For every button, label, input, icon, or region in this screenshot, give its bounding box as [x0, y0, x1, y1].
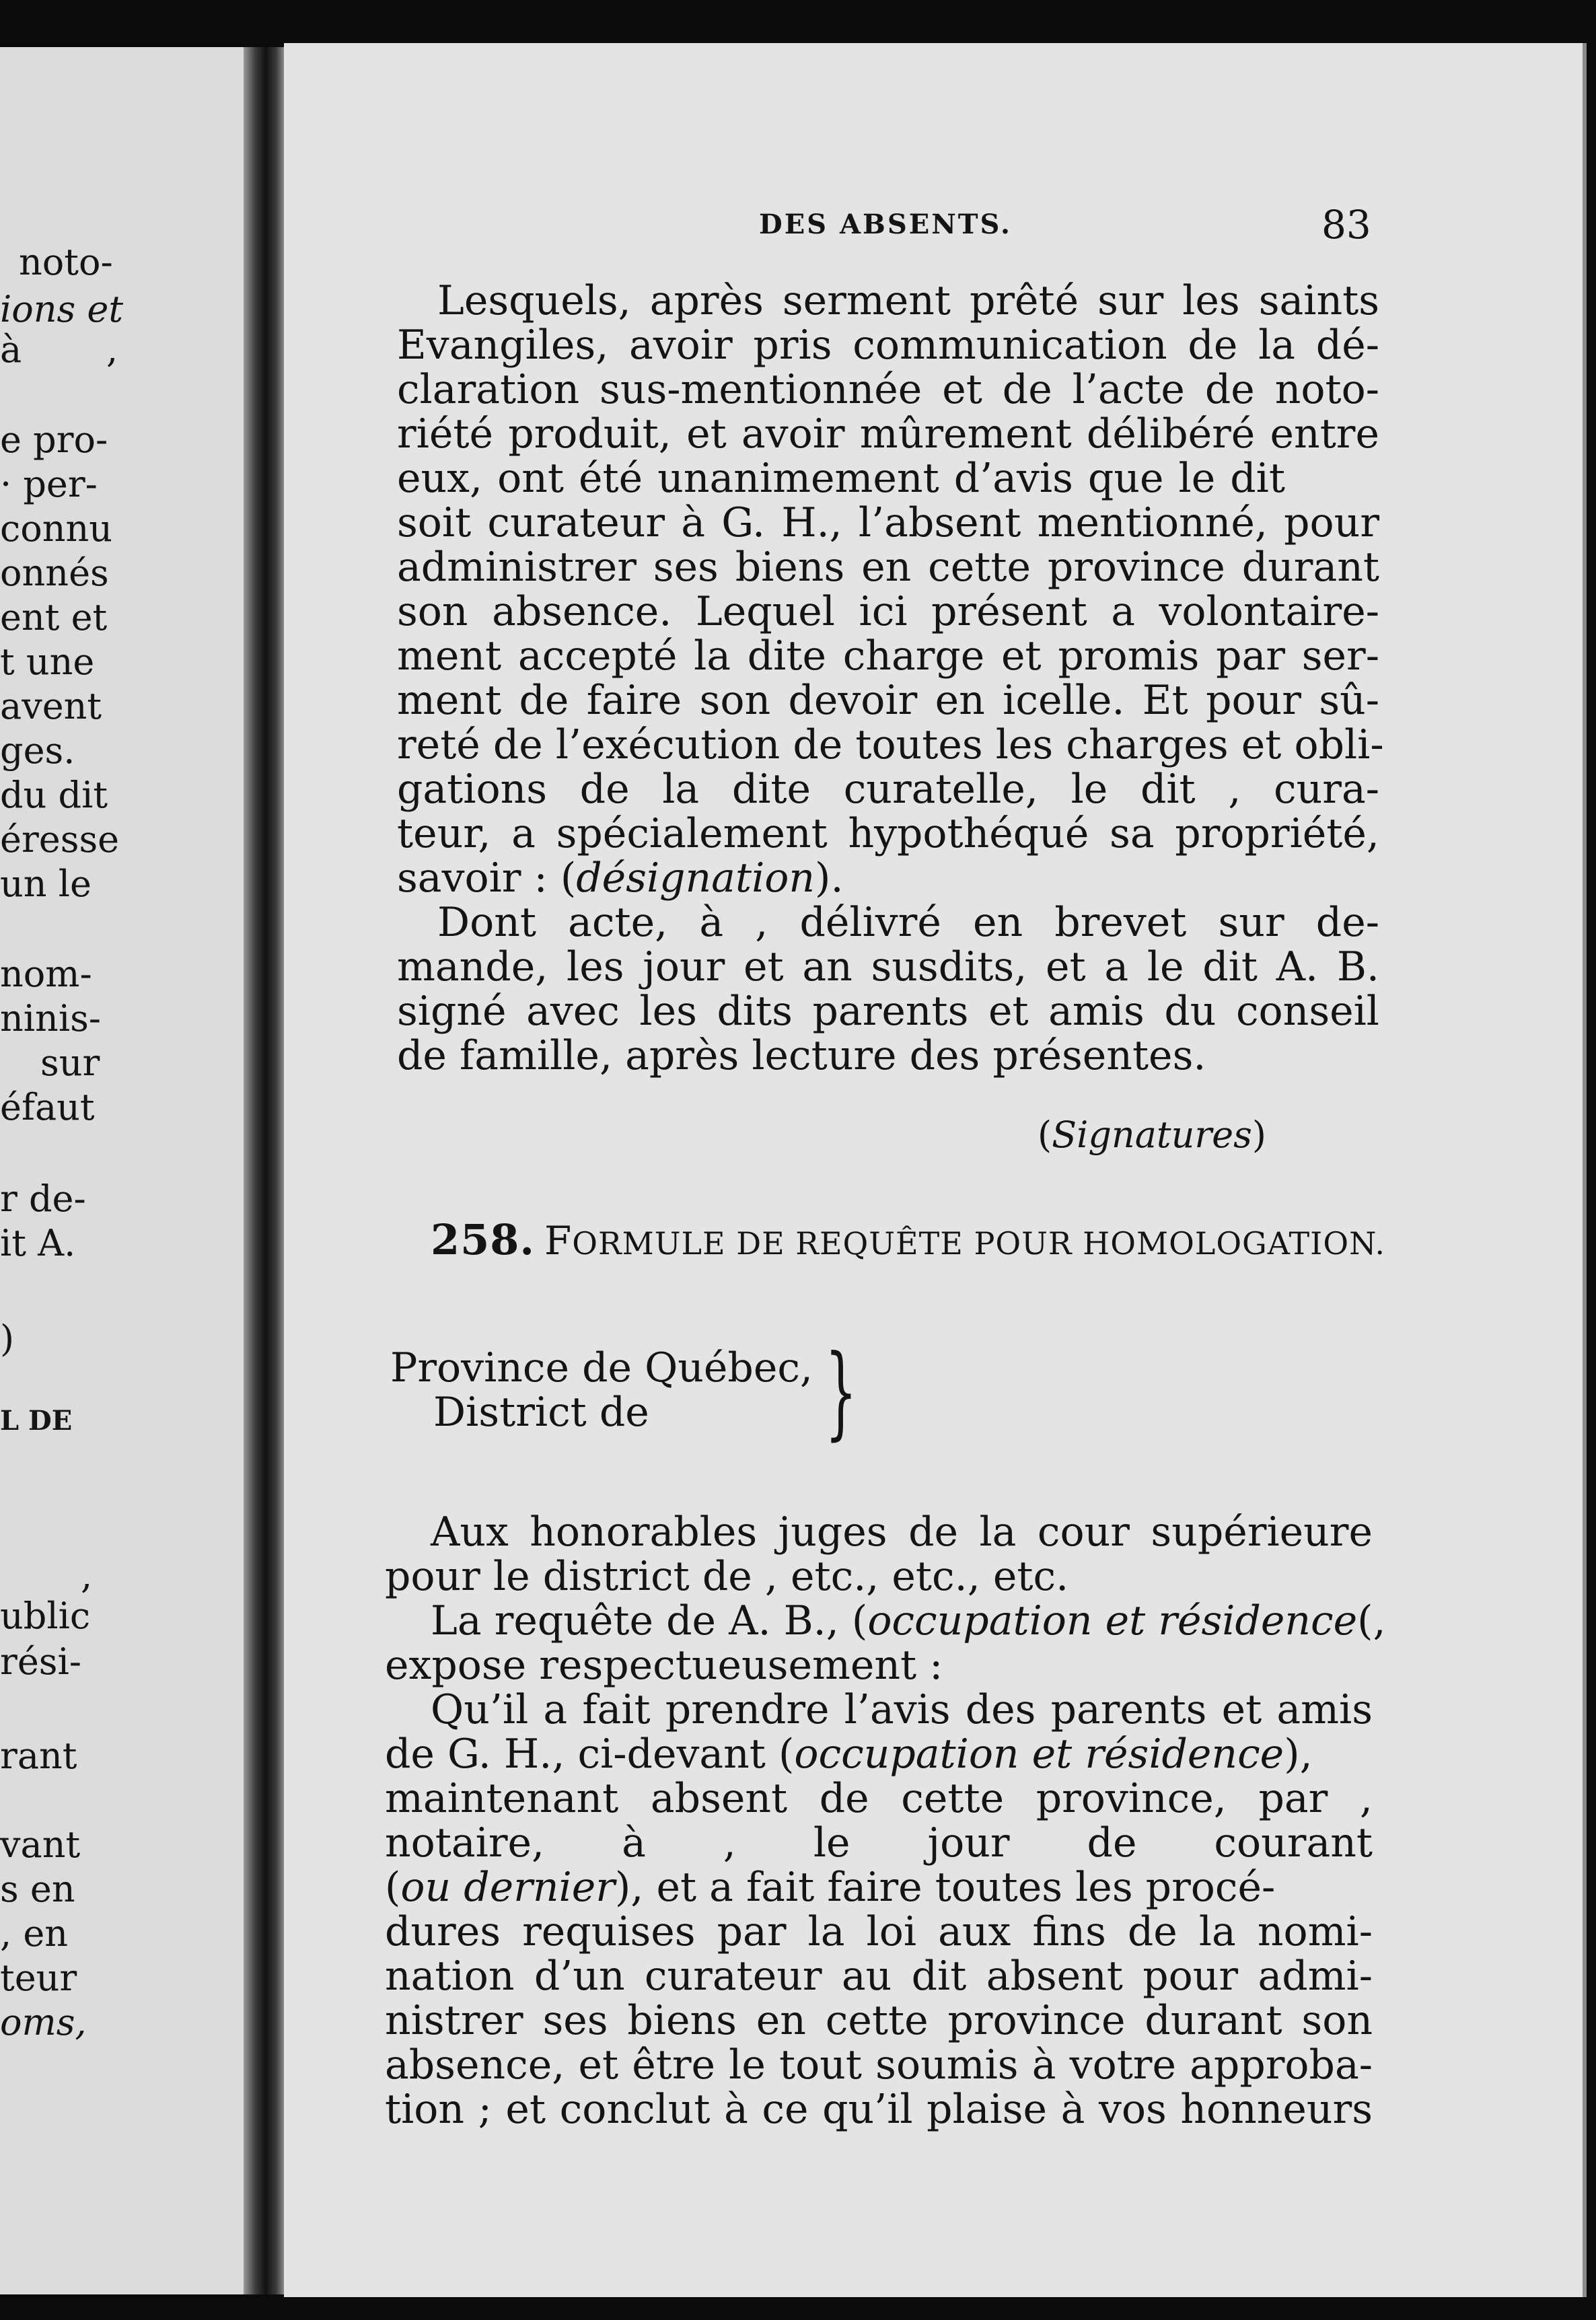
text-line: claration sus-mentionnée et de l’acte de noto-	[397, 366, 1379, 413]
text-run: )	[1252, 1114, 1266, 1156]
left-fragment: teur	[0, 1957, 77, 1999]
left-fragment: ions et	[0, 288, 124, 330]
text-run: La requête de A. B., (	[431, 1597, 868, 1644]
left-fragment: noto-	[19, 241, 113, 283]
text-line: Lesquels, après serment prêté sur les saints	[437, 277, 1379, 324]
left-fragment: it A.	[0, 1222, 76, 1264]
left-fragment: ,	[81, 1554, 93, 1597]
text-line: dures requises par la loi aux fins de la nomi-	[385, 1908, 1373, 1955]
left-fragment: t une	[0, 641, 95, 683]
text-line: Aux honorables juges de la cour supérieure	[431, 1509, 1373, 1556]
text-run: ).	[815, 855, 844, 902]
text-run: (,	[1357, 1597, 1386, 1644]
text-line: tion ; et conclut à ce qu’il plaise à vos honneurs	[385, 2086, 1373, 2133]
dernier-italic: ou dernier	[400, 1864, 615, 1911]
left-fragment: e pro-	[0, 419, 108, 461]
left-fragment: onnés	[0, 552, 109, 594]
left-fragment: ges.	[0, 729, 75, 772]
left-fragment: ublic	[0, 1595, 91, 1637]
left-fragment: éresse	[0, 818, 120, 861]
text-line: ment accepté la dite charge et promis par ser-	[397, 632, 1379, 680]
right-page	[284, 43, 1587, 2297]
text-line: Qu’il a fait prendre l’avis des parents et amis	[431, 1686, 1373, 1733]
left-fragment: ninis-	[0, 997, 102, 1040]
left-fragment: ent et	[0, 596, 108, 639]
left-fragment: , en	[0, 1912, 69, 1955]
left-fragment: oms,	[0, 2001, 87, 2043]
text-line: administrer ses biens en cette province durant	[397, 544, 1379, 591]
left-fragment: s en	[0, 1868, 75, 1910]
signatures-italic: Signatures	[1052, 1114, 1252, 1156]
address-district: District de	[433, 1389, 649, 1436]
text-line: riété produit, et avoir mûrement délibéré entre	[397, 410, 1379, 458]
left-fragment: éfaut	[0, 1086, 95, 1128]
text-line: teur, a spécialement hypothéqué sa propriété,	[397, 810, 1379, 857]
text-line: nation d’un curateur au dit absent pour admi-	[385, 1953, 1373, 2000]
text-line: son absence. Lequel ici présent a volontaire-	[397, 588, 1379, 635]
section-title: ORMULE DE REQUÊTE POUR HOMOLOGATION.	[572, 1225, 1385, 1262]
left-fragment: avent	[0, 685, 102, 727]
left-fragment: du dit	[0, 774, 108, 816]
text-line: de famille, après lecture des présentes.	[397, 1032, 1206, 1079]
text-line: maintenant absent de cette province, par ,	[385, 1775, 1373, 1822]
left-fragment: nom-	[0, 953, 92, 995]
designation-italic: désignation	[576, 855, 815, 902]
left-fragment: un le	[0, 863, 92, 905]
brace-symbol: }	[825, 1334, 857, 1451]
left-fragment: sur	[40, 1042, 100, 1084]
text-line	[431, 1599, 1386, 1643]
text-line	[397, 856, 844, 900]
section-number: 258.	[431, 1215, 536, 1264]
left-fragment: rant	[0, 1735, 77, 1777]
occupation-italic: occupation et résidence	[794, 1731, 1284, 1778]
text-line: notaire, à , le jour de courant	[385, 1819, 1373, 1866]
left-fragment: )	[0, 1317, 15, 1360]
text-run: ), et a fait faire toutes les procé-	[614, 1864, 1276, 1911]
page-number: 83	[1321, 202, 1371, 248]
left-fragment: connu	[0, 507, 113, 550]
signatures	[1038, 1113, 1266, 1157]
left-fragment: à	[0, 328, 22, 371]
left-fragment: r de-	[0, 1177, 86, 1220]
left-fragment: L DE	[0, 1405, 73, 1437]
left-fragment: · per-	[0, 463, 98, 505]
text-run: (	[1038, 1114, 1052, 1156]
text-line: pour le district de , etc., etc., etc.	[385, 1553, 1069, 1600]
text-line: Dont acte, à , délivré en brevet sur de-	[437, 899, 1379, 946]
running-title: DES ABSENTS.	[759, 209, 1012, 240]
text-line: expose respectueusement :	[385, 1642, 943, 1689]
text-run: (	[385, 1864, 401, 1911]
text-run: ),	[1284, 1731, 1313, 1778]
left-fragment: rési-	[0, 1640, 81, 1683]
text-line: Evangiles, avoir pris communication de la dé-	[397, 322, 1379, 369]
text-run: savoir : (	[397, 855, 577, 902]
text-run: de G. H., ci-devant (	[385, 1731, 795, 1778]
left-page-edge	[0, 47, 244, 2294]
text-line: gations de la dite curatelle, le dit , cura-	[397, 766, 1379, 813]
occupation-italic: occupation et résidence	[867, 1597, 1358, 1644]
text-line: eux, ont été unanimement d’avis que le dit	[397, 455, 1285, 502]
text-line: signé avec les dits parents et amis du conseil	[397, 988, 1379, 1035]
section-heading	[431, 1215, 1385, 1264]
text-line: absence, et être le tout soumis à votre approba-	[385, 2041, 1373, 2089]
address-province: Province de Québec,	[390, 1344, 813, 1391]
text-line: ment de faire son devoir en icelle. Et pour sû-	[397, 677, 1379, 724]
text-line: soit curateur à G. H., l’absent mentionné, pour	[397, 499, 1379, 546]
text-line: reté de l’exécution de toutes les charges et obli-	[397, 721, 1384, 768]
left-fragment: ,	[106, 328, 118, 371]
text-line: nistrer ses biens en cette province durant son	[385, 1997, 1373, 2044]
book-gutter	[244, 47, 284, 2294]
text-line	[385, 1865, 1275, 1910]
text-line: mande, les jour et an susdits, et a le dit A. B.	[397, 943, 1379, 990]
text-line	[385, 1732, 1313, 1776]
left-fragment: vant	[0, 1823, 81, 1866]
section-title-initial: F	[544, 1218, 573, 1264]
